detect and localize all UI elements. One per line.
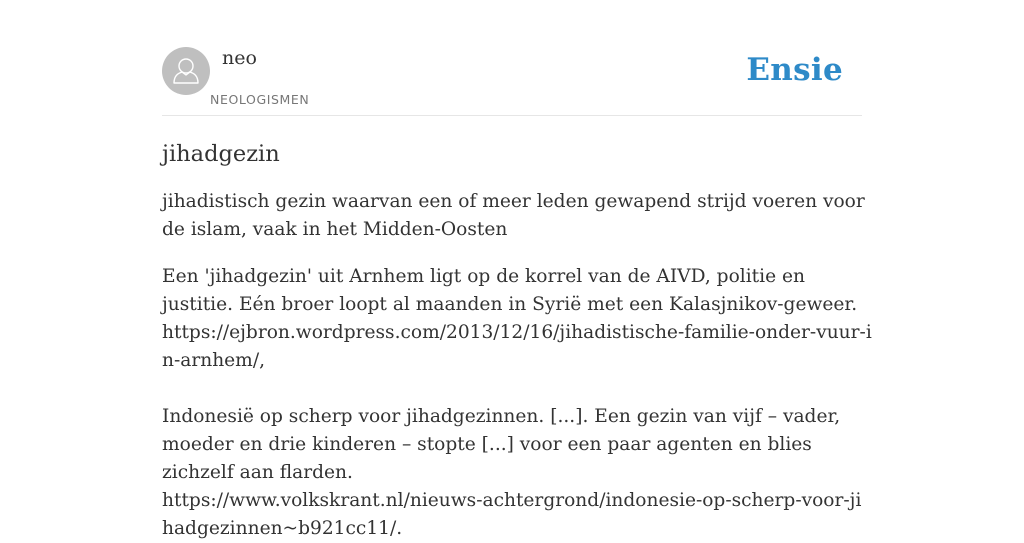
author-name-link[interactable]: neo [222,47,257,69]
example-1-text: Een 'jihadgezin' uit Arnhem ligt op de korrel van de AIVD, politie en justitie. Eén broer loopt al maanden in Syrië met een Kalasjnikov-geweer. [162,266,858,315]
header-divider [162,115,862,116]
category-label[interactable]: NEOLOGISMEN [210,92,310,107]
user-outline-icon [162,47,210,95]
entry-header [162,46,862,116]
entry-definition: jihadistisch gezin waarvan een of meer leden gewapend strijd voeren voor de islam, vaak in het Midden-Oosten [162,191,865,240]
example-spacer [162,375,872,403]
ensie-logo[interactable]: Ensie [746,52,843,88]
entry-content [162,138,872,543]
entry-title: jihadgezin [162,141,280,167]
example-1-link[interactable]: https://ejbron.wordpress.com/2013/12/16/jihadistische-familie-onder-vuur-in-arnhem/, [162,322,872,371]
example-2-link[interactable]: https://www.volkskrant.nl/nieuws-achtergrond/indonesie-op-scherp-voor-jihadgezinnen~b921cc11/. [162,490,862,539]
avatar[interactable] [162,47,210,95]
entry-examples [162,263,872,543]
example-2-text: Indonesië op scherp voor jihadgezinnen. [...]. Een gezin van vijf – vader, moeder en drie kinderen – stopte [...] voor een paar agenten en blies zichzelf aan flarden. [162,406,841,483]
